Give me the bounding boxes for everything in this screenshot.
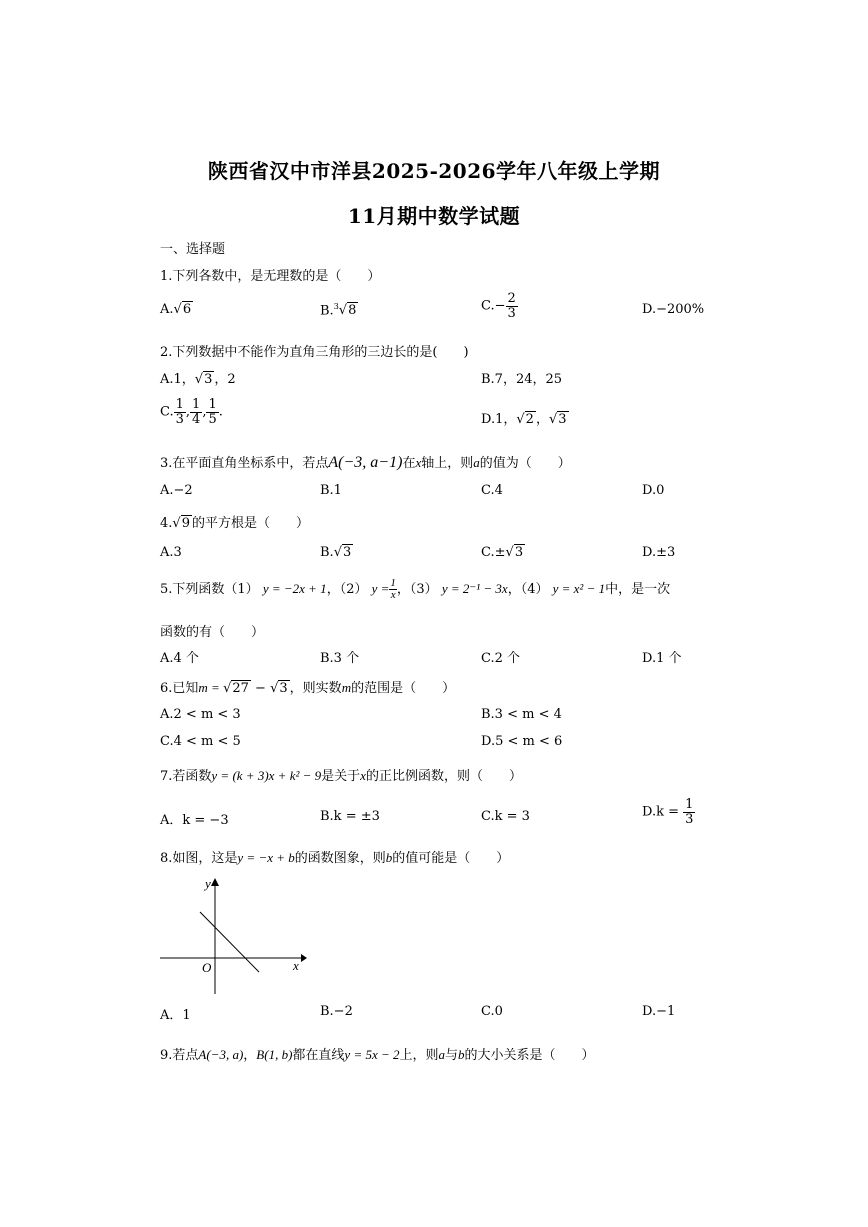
q4-option-a: A.3 <box>160 545 182 560</box>
q3-option-c: C.4 <box>481 483 503 498</box>
question-7-stem: 7.若函数y = (k + 3)x + k² − 9是关于x的正比例函数，则（ ） <box>160 768 522 784</box>
q6-option-c: C.4 < m < 5 <box>160 734 241 749</box>
q5-option-a: A.4 个 <box>160 651 199 666</box>
document-title-line1: 陕西省汉中市洋县2025-2026学年八年级上学期 <box>207 159 661 183</box>
q1-option-d: D.−200% <box>642 302 705 317</box>
q2-option-b: B.7，24，25 <box>481 372 563 387</box>
q8-option-a: A．1 <box>160 1008 191 1023</box>
q7-option-c: C.k = 3 <box>481 809 530 824</box>
q8-option-b: B.−2 <box>320 1004 353 1019</box>
question-4-stem: 4.√9 的平方根是（ ） <box>160 516 309 531</box>
origin-label: O <box>202 960 212 975</box>
q4-option-b: B.√3 <box>320 545 352 560</box>
question-3-stem: 3.在平面直角坐标系中，若点A(−3, a−1)在x轴上，则a的值为（ ） <box>160 454 571 471</box>
q5-option-c: C.2 个 <box>481 651 521 666</box>
y-axis-label: y <box>205 876 211 891</box>
question-6-stem: 6.已知m = √27 − √3 ，则实数m的范围是（ ） <box>160 680 456 696</box>
x-axis-label: x <box>293 958 299 973</box>
q6-option-d: D.5 < m < 6 <box>481 734 563 749</box>
question-1-stem: 1.下列各数中，是无理数的是（ ） <box>160 269 381 284</box>
q4-option-c: C.±√3 <box>481 545 524 560</box>
q6-option-a: A.2 < m < 3 <box>160 707 241 722</box>
section-heading: 一、选择题 <box>160 242 226 257</box>
q2-option-c: C. $\frac{1}{3}$ , $\frac{1}{4}$ , $\frac{1}{5}$ . <box>160 397 223 427</box>
q8-option-d: D.−1 <box>642 1004 676 1019</box>
q2-option-a: A.1，√3 ，2 <box>160 372 236 387</box>
q1-option-b: B.$^3$√8 <box>320 302 357 319</box>
q6-option-b: B.3 < m < 4 <box>481 707 562 722</box>
q5-option-b: B.3 个 <box>320 651 360 666</box>
q4-option-d: D.±3 <box>642 545 676 560</box>
q3-option-a: A.−2 <box>160 483 193 498</box>
q8-function-graph <box>155 872 315 1000</box>
q3-option-b: B.1 <box>320 483 342 498</box>
q7-option-b: B.k = ±3 <box>320 809 380 824</box>
q3-option-d: D.0 <box>642 483 665 498</box>
y-axis-arrow <box>211 878 219 886</box>
q5-option-d: D.1 个 <box>642 651 682 666</box>
q8-option-c: C.0 <box>481 1004 503 1019</box>
q1-option-c: C.− $\frac{2}{3}$ <box>481 291 516 321</box>
question-5-stem: 5.下列函数（1） y = −2x + 1，（2） y = $\frac{1}{x}$ ，（3） y = 2⁻¹ − 3x，（4） y = x² − 1中，是一次 <box>160 577 671 601</box>
q7-option-d: D.k = $\frac{1}{3}$ <box>642 797 694 827</box>
question-5-stem-cont: 函数的有（ ） <box>160 625 265 640</box>
q7-option-a: A．k = −3 <box>160 813 229 828</box>
question-9-stem: 9.若点A(−3, a)，B(1, b)都在直线y = 5x − 2上，则a与b的大小关系是（ ） <box>160 1047 595 1063</box>
q2-option-d: D.1，√2 ，√3 <box>481 412 567 427</box>
x-axis-arrow <box>301 954 307 962</box>
q1-option-a: A.√6 <box>160 302 192 317</box>
document-title-line2: 11月期中数学试题 <box>347 204 521 228</box>
question-8-stem: 8.如图，这是y = −x + b的函数图象，则b的值可能是（ ） <box>160 850 510 866</box>
question-2-stem: 2.下列数据中不能作为直角三角形的三边长的是( ) <box>160 345 469 360</box>
